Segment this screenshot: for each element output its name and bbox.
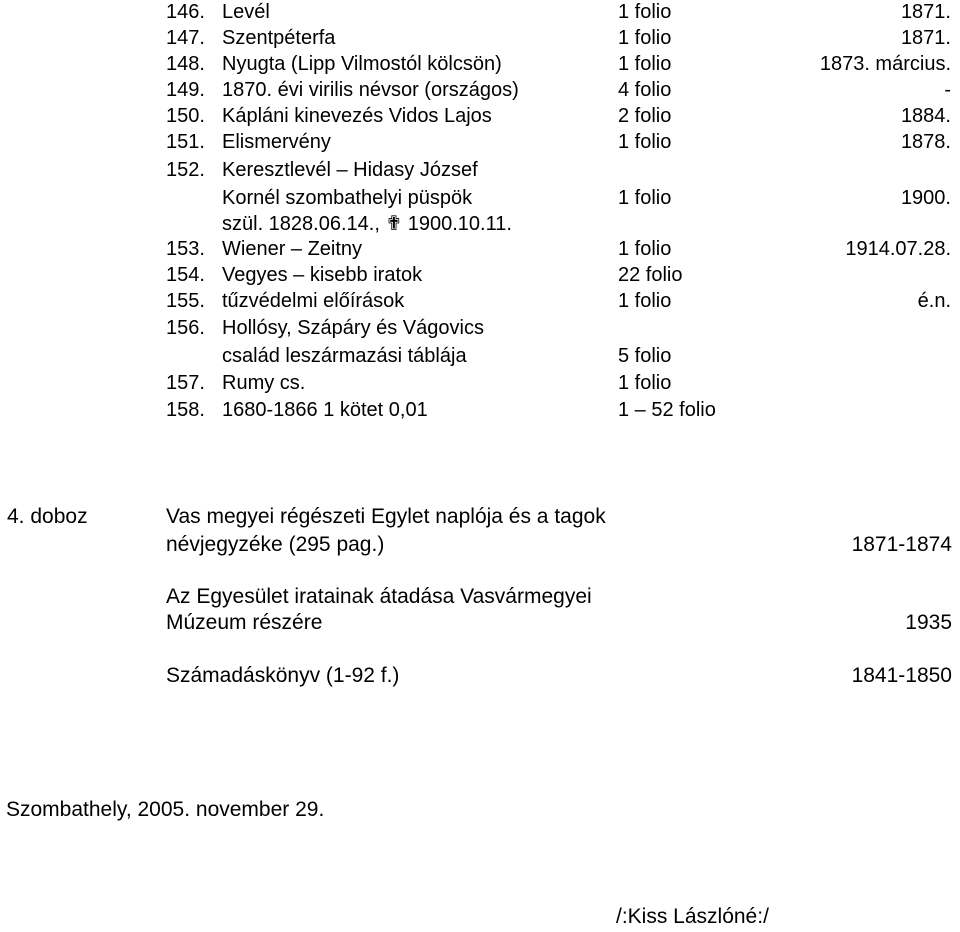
place-date: Szombathely, 2005. november 29. <box>6 798 325 821</box>
item-title: Szentpéterfa <box>222 27 336 49</box>
item-quantity: 2 folio <box>618 105 672 127</box>
box-entry <box>0 502 960 532</box>
box-label: 4. doboz <box>7 505 88 528</box>
list-item <box>0 262 960 288</box>
list-item <box>0 103 960 129</box>
list-item-continuation <box>0 211 960 237</box>
box-entry-line1: Az Egyesület iratainak átadása Vasvármegyei <box>166 585 592 608</box>
item-title: 1870. évi virilis névsor (országos) <box>222 79 519 101</box>
box-entry-years: 1871-1874 <box>851 533 952 556</box>
item-quantity: 1 folio <box>618 131 672 153</box>
item-title: 1680-1866 1 kötet 0,01 <box>222 399 428 421</box>
item-number: 158. <box>166 399 205 421</box>
item-number: 149. <box>166 79 205 101</box>
box-entry-continuation <box>0 530 960 560</box>
list-item <box>0 129 960 155</box>
item-quantity: 1 folio <box>618 187 672 209</box>
item-title: Kápláni kinevezés Vidos Lajos <box>222 105 492 127</box>
box-entry-line1: Vas megyei régészeti Egylet naplója és a tagok <box>166 505 606 528</box>
list-item <box>0 0 960 25</box>
item-title-line3: szül. 1828.06.14., ✟ 1900.10.11. <box>222 213 512 235</box>
item-title: Levél <box>222 1 270 23</box>
item-date: - <box>944 79 951 101</box>
item-title: Rumy cs. <box>222 372 306 394</box>
signature: /:Kiss Lászlóné:/ <box>616 905 769 928</box>
item-title: Vegyes – kisebb iratok <box>222 264 423 286</box>
list-item <box>0 397 960 423</box>
item-date: 1884. <box>900 105 951 127</box>
item-number: 157. <box>166 372 205 394</box>
item-date: é.n. <box>917 290 951 312</box>
item-number: 154. <box>166 264 205 286</box>
list-item <box>0 25 960 51</box>
item-date: 1914.07.28. <box>845 238 951 260</box>
list-item-continuation <box>0 185 960 211</box>
item-title: tűzvédelmi előírások <box>222 290 405 312</box>
box-entry-years: 1935 <box>905 611 952 634</box>
item-title: Wiener – Zeitny <box>222 238 363 260</box>
item-number: 150. <box>166 105 205 127</box>
item-quantity: 22 folio <box>618 264 683 286</box>
list-item <box>0 236 960 262</box>
item-quantity: 1 folio <box>618 1 672 23</box>
list-item <box>0 315 960 341</box>
item-quantity: 5 folio <box>618 345 672 367</box>
list-item-continuation <box>0 343 960 369</box>
item-title: Keresztlevél – Hidasy József <box>222 159 478 181</box>
box-entry-years: 1841-1850 <box>851 664 952 687</box>
item-number: 147. <box>166 27 205 49</box>
item-quantity: 1 folio <box>618 372 672 394</box>
item-quantity: 1 – 52 folio <box>618 399 716 421</box>
box-entry-line1: Számadáskönyv (1-92 f.) <box>166 664 400 687</box>
box-entry-line2: Múzeum részére <box>166 611 323 634</box>
item-number: 151. <box>166 131 205 153</box>
item-number: 153. <box>166 238 205 260</box>
item-number: 148. <box>166 53 205 75</box>
item-number: 146. <box>166 1 205 23</box>
list-item <box>0 51 960 77</box>
item-date: 1873. március. <box>819 53 951 75</box>
box-entry-continuation <box>0 608 960 638</box>
item-date: 1900. <box>900 187 951 209</box>
box-entry-line2: névjegyzéke (295 pag.) <box>166 533 385 556</box>
item-date: 1871. <box>900 27 951 49</box>
list-item <box>0 288 960 314</box>
item-title: Nyugta (Lipp Vilmostól kölcsön) <box>222 53 502 75</box>
item-quantity: 1 folio <box>618 53 672 75</box>
item-number: 152. <box>166 159 205 181</box>
item-title-line2: család leszármazási táblája <box>222 345 467 367</box>
list-item <box>0 77 960 103</box>
item-number: 155. <box>166 290 205 312</box>
item-quantity: 1 folio <box>618 290 672 312</box>
item-date: 1878. <box>900 131 951 153</box>
list-item <box>0 157 960 183</box>
item-number: 156. <box>166 317 205 339</box>
item-date: 1871. <box>900 1 951 23</box>
item-quantity: 1 folio <box>618 27 672 49</box>
item-quantity: 1 folio <box>618 238 672 260</box>
list-item <box>0 370 960 396</box>
item-title: Hollósy, Szápáry és Vágovics <box>222 317 484 339</box>
item-title: Elismervény <box>222 131 331 153</box>
item-title-line2: Kornél szombathelyi püspök <box>222 187 473 209</box>
box-entry <box>0 661 960 691</box>
item-quantity: 4 folio <box>618 79 672 101</box>
